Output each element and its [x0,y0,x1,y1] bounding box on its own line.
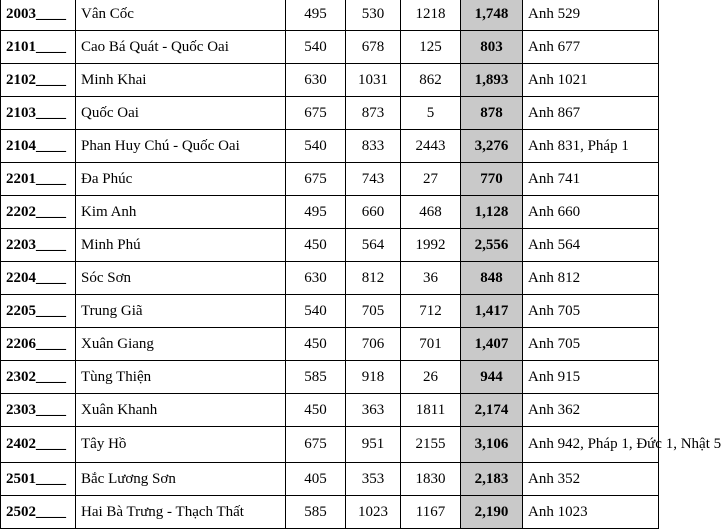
value-3-cell: 701 [401,328,461,361]
language-note-cell: Anh 529 [523,0,659,31]
value-2-cell: 706 [346,328,401,361]
table-row [1,31,659,64]
value-3-cell: 2155 [401,427,461,463]
value-1-cell: 450 [286,394,346,427]
value-1-cell: 450 [286,328,346,361]
total-cell: 848 [461,262,523,295]
value-3-cell: 5 [401,97,461,130]
table-row [1,97,659,130]
language-note-cell: Anh 362 [523,394,659,427]
school-code-cell: 2502____ [1,496,76,529]
language-note-cell: Anh 564 [523,229,659,262]
value-3-cell: 125 [401,31,461,64]
total-cell: 878 [461,97,523,130]
value-1-cell: 495 [286,196,346,229]
school-name-cell: Bắc Lương Sơn [76,463,286,496]
total-cell: 1,417 [461,295,523,328]
total-cell: 2,174 [461,394,523,427]
school-name-cell: Cao Bá Quát - Quốc Oai [76,31,286,64]
value-3-cell: 27 [401,163,461,196]
total-cell: 2,190 [461,496,523,529]
language-note-cell: Anh 705 [523,295,659,328]
table-row [1,196,659,229]
total-cell: 3,276 [461,130,523,163]
table-body [1,0,721,529]
school-code-cell: 2102____ [1,64,76,97]
table-row [1,427,659,463]
school-code-cell: 2302____ [1,361,76,394]
school-name-cell: Xuân Giang [76,328,286,361]
school-name-cell: Trung Giã [76,295,286,328]
language-note-cell: Anh 660 [523,196,659,229]
table-row [1,130,659,163]
value-2-cell: 564 [346,229,401,262]
language-note-cell: Anh 705 [523,328,659,361]
value-3-cell: 468 [401,196,461,229]
value-2-cell: 353 [346,463,401,496]
table-row [1,262,659,295]
value-3-cell: 2443 [401,130,461,163]
value-1-cell: 630 [286,64,346,97]
school-name-cell: Hai Bà Trưng - Thạch Thất [76,496,286,529]
table-row [1,0,659,31]
school-name-cell: Sóc Sơn [76,262,286,295]
value-2-cell: 530 [346,0,401,31]
value-1-cell: 450 [286,229,346,262]
total-cell: 944 [461,361,523,394]
school-code-cell: 2003____ [1,0,76,31]
language-note-cell: Anh 942, Pháp 1, Đức 1, Nhật 5 [523,427,659,463]
value-1-cell: 585 [286,361,346,394]
total-cell: 2,183 [461,463,523,496]
table-row [1,496,659,529]
table-row [1,163,659,196]
value-1-cell: 540 [286,295,346,328]
value-1-cell: 540 [286,31,346,64]
value-3-cell: 36 [401,262,461,295]
value-2-cell: 833 [346,130,401,163]
value-1-cell: 675 [286,427,346,463]
table-row [1,361,659,394]
school-name-cell: Minh Khai [76,64,286,97]
value-3-cell: 1830 [401,463,461,496]
language-note-cell: Anh 677 [523,31,659,64]
value-1-cell: 675 [286,97,346,130]
school-name-cell: Minh Phú [76,229,286,262]
value-1-cell: 540 [286,130,346,163]
table-row [1,328,659,361]
value-2-cell: 660 [346,196,401,229]
school-code-cell: 2501____ [1,463,76,496]
school-code-cell: 2203____ [1,229,76,262]
table-row [1,394,659,427]
value-2-cell: 363 [346,394,401,427]
value-1-cell: 495 [286,0,346,31]
value-3-cell: 1218 [401,0,461,31]
total-cell: 3,106 [461,427,523,463]
language-note-cell: Anh 812 [523,262,659,295]
school-code-cell: 2101____ [1,31,76,64]
value-3-cell: 1811 [401,394,461,427]
language-note-cell: Anh 831, Pháp 1 [523,130,659,163]
school-code-cell: 2204____ [1,262,76,295]
school-name-cell: Tùng Thiện [76,361,286,394]
table-row [1,229,659,262]
value-2-cell: 1023 [346,496,401,529]
school-code-cell: 2402____ [1,427,76,463]
table-row [1,463,659,496]
total-cell: 1,893 [461,64,523,97]
value-2-cell: 678 [346,31,401,64]
school-code-cell: 2206____ [1,328,76,361]
value-2-cell: 812 [346,262,401,295]
language-note-cell: Anh 867 [523,97,659,130]
school-code-cell: 2103____ [1,97,76,130]
total-cell: 1,407 [461,328,523,361]
language-note-cell: Anh 352 [523,463,659,496]
school-name-cell: Tây Hồ [76,427,286,463]
language-note-cell: Anh 1023 [523,496,659,529]
school-name-cell: Kim Anh [76,196,286,229]
value-2-cell: 705 [346,295,401,328]
table-row [1,295,659,328]
language-note-cell: Anh 915 [523,361,659,394]
language-note-cell: Anh 1021 [523,64,659,97]
value-1-cell: 630 [286,262,346,295]
total-cell: 770 [461,163,523,196]
total-cell: 803 [461,31,523,64]
school-name-cell: Đa Phúc [76,163,286,196]
school-code-cell: 2202____ [1,196,76,229]
language-note-cell: Anh 741 [523,163,659,196]
value-1-cell: 405 [286,463,346,496]
value-3-cell: 1992 [401,229,461,262]
school-name-cell: Quốc Oai [76,97,286,130]
value-2-cell: 918 [346,361,401,394]
value-2-cell: 873 [346,97,401,130]
value-3-cell: 26 [401,361,461,394]
school-code-cell: 2104____ [1,130,76,163]
total-cell: 1,128 [461,196,523,229]
table-row [1,64,659,97]
total-cell: 2,556 [461,229,523,262]
school-code-cell: 2303____ [1,394,76,427]
school-code-cell: 2201____ [1,163,76,196]
value-2-cell: 1031 [346,64,401,97]
school-name-cell: Vân Cốc [76,0,286,31]
total-cell: 1,748 [461,0,523,31]
value-2-cell: 743 [346,163,401,196]
school-name-cell: Phan Huy Chú - Quốc Oai [76,130,286,163]
school-name-cell: Xuân Khanh [76,394,286,427]
value-3-cell: 1167 [401,496,461,529]
value-3-cell: 712 [401,295,461,328]
value-3-cell: 862 [401,64,461,97]
value-2-cell: 951 [346,427,401,463]
value-1-cell: 675 [286,163,346,196]
school-code-cell: 2205____ [1,295,76,328]
value-1-cell: 585 [286,496,346,529]
